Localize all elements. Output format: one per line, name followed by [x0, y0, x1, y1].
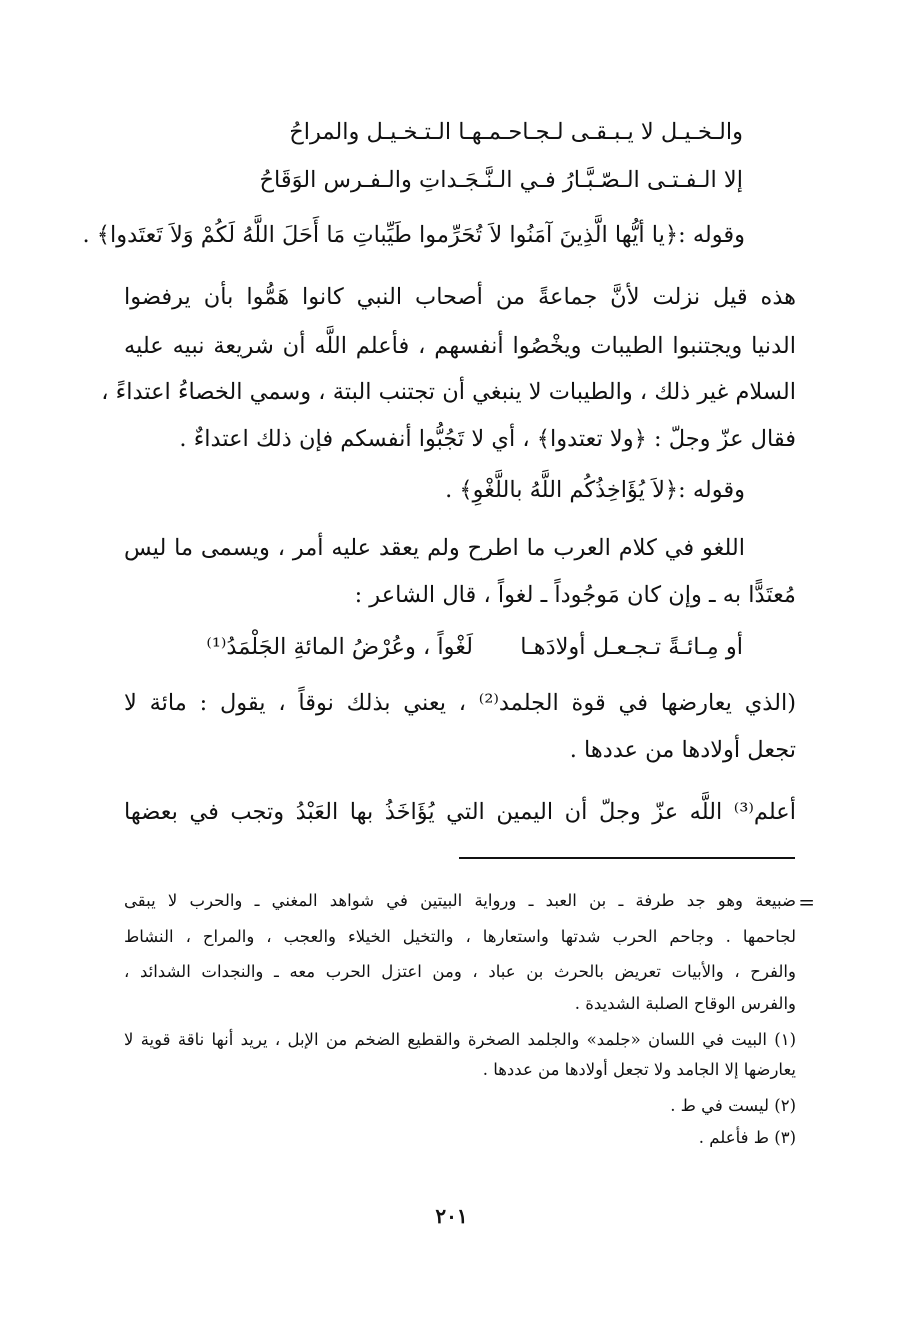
- quote-line-2: وقوله :﴿لاَ يُؤَاخِذُكُم اللَّهُ باللَّغْوِ﴾ .: [445, 477, 745, 503]
- footnote-3: (٣) ط فأعلم .: [698, 1128, 796, 1147]
- paragraph-3-line-1: (الذي يعارضها في قوة الجلمد⁽²⁾ ، يعني بذلك نوقاً ، يقول : مائة لا: [124, 690, 797, 716]
- footnote-continuation-line-1: ضبيعة وهو جد طرفة ـ بن العبد ـ ورواية البيتين في شواهد المغني ـ والحرب لا يبقى: [124, 891, 796, 910]
- footnote-1-line-2: يعارضها إلا الجامد ولا تجعل أولادها من عددها .: [482, 1060, 796, 1079]
- footnote-2: (٢) ليست في ط .: [670, 1096, 796, 1115]
- footnote-1-line-1: (١) البيت في اللسان «جلمد» والجلمد الصخرة والقطيع الضخم من الإبل ، يريد أنها ناقة قوية لا: [124, 1030, 796, 1049]
- footnote-continuation-mark: =: [798, 890, 815, 914]
- verse-line-2: إلا الـفـتـى الـصّـبَّـارُ فـي الـنَّـجَـداتِ والـفـرس الوَقَاحُ: [259, 167, 743, 193]
- footnote-continuation-line-4: والفرس الوقاح الصلبة الشديدة .: [574, 994, 796, 1013]
- paragraph-1-line-3: السلام غير ذلك ، والطيبات لا ينبغي أن تجتنب البتة ، وسمي الخصاءُ اعتداءً ،: [101, 379, 796, 405]
- paragraph-3-line-2: تجعل أولادها من عددها .: [569, 737, 796, 763]
- verse-2-first-hemistich: أو مِـائـةً تـجـعـل أولادَهـا: [520, 634, 743, 660]
- paragraph-1-line-4: فقال عزّ وجلّ : ﴿ولا تعتدوا﴾ ، أي لا تَجُبُّوا أنفسكم فإن ذلك اعتداءٌ .: [179, 426, 796, 452]
- quote-line-1: وقوله :﴿يا أيُّها الَّذِينَ آمَنُوا لاَ تُحَرِّموا طَيِّباتِ مَا أَحَلَ اللَّهُ لَكُمْ وَلاَ تَعتَدوا﴾ .: [82, 222, 745, 248]
- footnote-separator: [459, 857, 795, 859]
- verse-line-1: والـخـيـل لا يـبـقـى لـجـاحـمـهـا الـتـخـيـل والمراحُ: [289, 119, 743, 145]
- paragraph-2-line-1: اللغو في كلام العرب ما اطرح ولم يعقد عليه أمر ، ويسمى ما ليس: [124, 535, 745, 561]
- paragraph-4-line-1: أعلم⁽³⁾ اللَّه عزّ وجلّ أن اليمين التي يُؤَاخَذُ بها العَبْدُ وتجب في بعضها: [124, 799, 796, 825]
- paragraph-2-line-2: مُعتَدًّا به ـ وإن كان مَوجُوداً ـ لغواً ، قال الشاعر :: [354, 582, 796, 608]
- paragraph-1-line-2: الدنيا ويجتنبوا الطيبات ويخْصُوا أنفسهم ، فأعلم اللَّه أن شريعة نبيه عليه: [124, 333, 796, 359]
- verse-2-second-hemistich: لَغْواً ، وعُرْضُ المائةِ الجَلْمَدُ⁽¹⁾: [206, 634, 473, 660]
- footnote-continuation-line-3: والفرح ، والأبيات تعريض بالحرث بن عباد ، ومن اعتزل الحرب معه ـ والنجدات الشدائد ،: [124, 962, 796, 981]
- paragraph-1-line-1: هذه قيل نزلت لأنَّ جماعةً من أصحاب النبي كانوا هَمُّوا بأن يرفضوا: [124, 284, 796, 310]
- footnote-continuation-line-2: لجاحمها . وجاحم الحرب شدتها واستعارها ، والتخيل الخيلاء والعجب ، والمراح ، النشاط: [124, 927, 796, 946]
- page-number: ٢٠١: [435, 1204, 468, 1228]
